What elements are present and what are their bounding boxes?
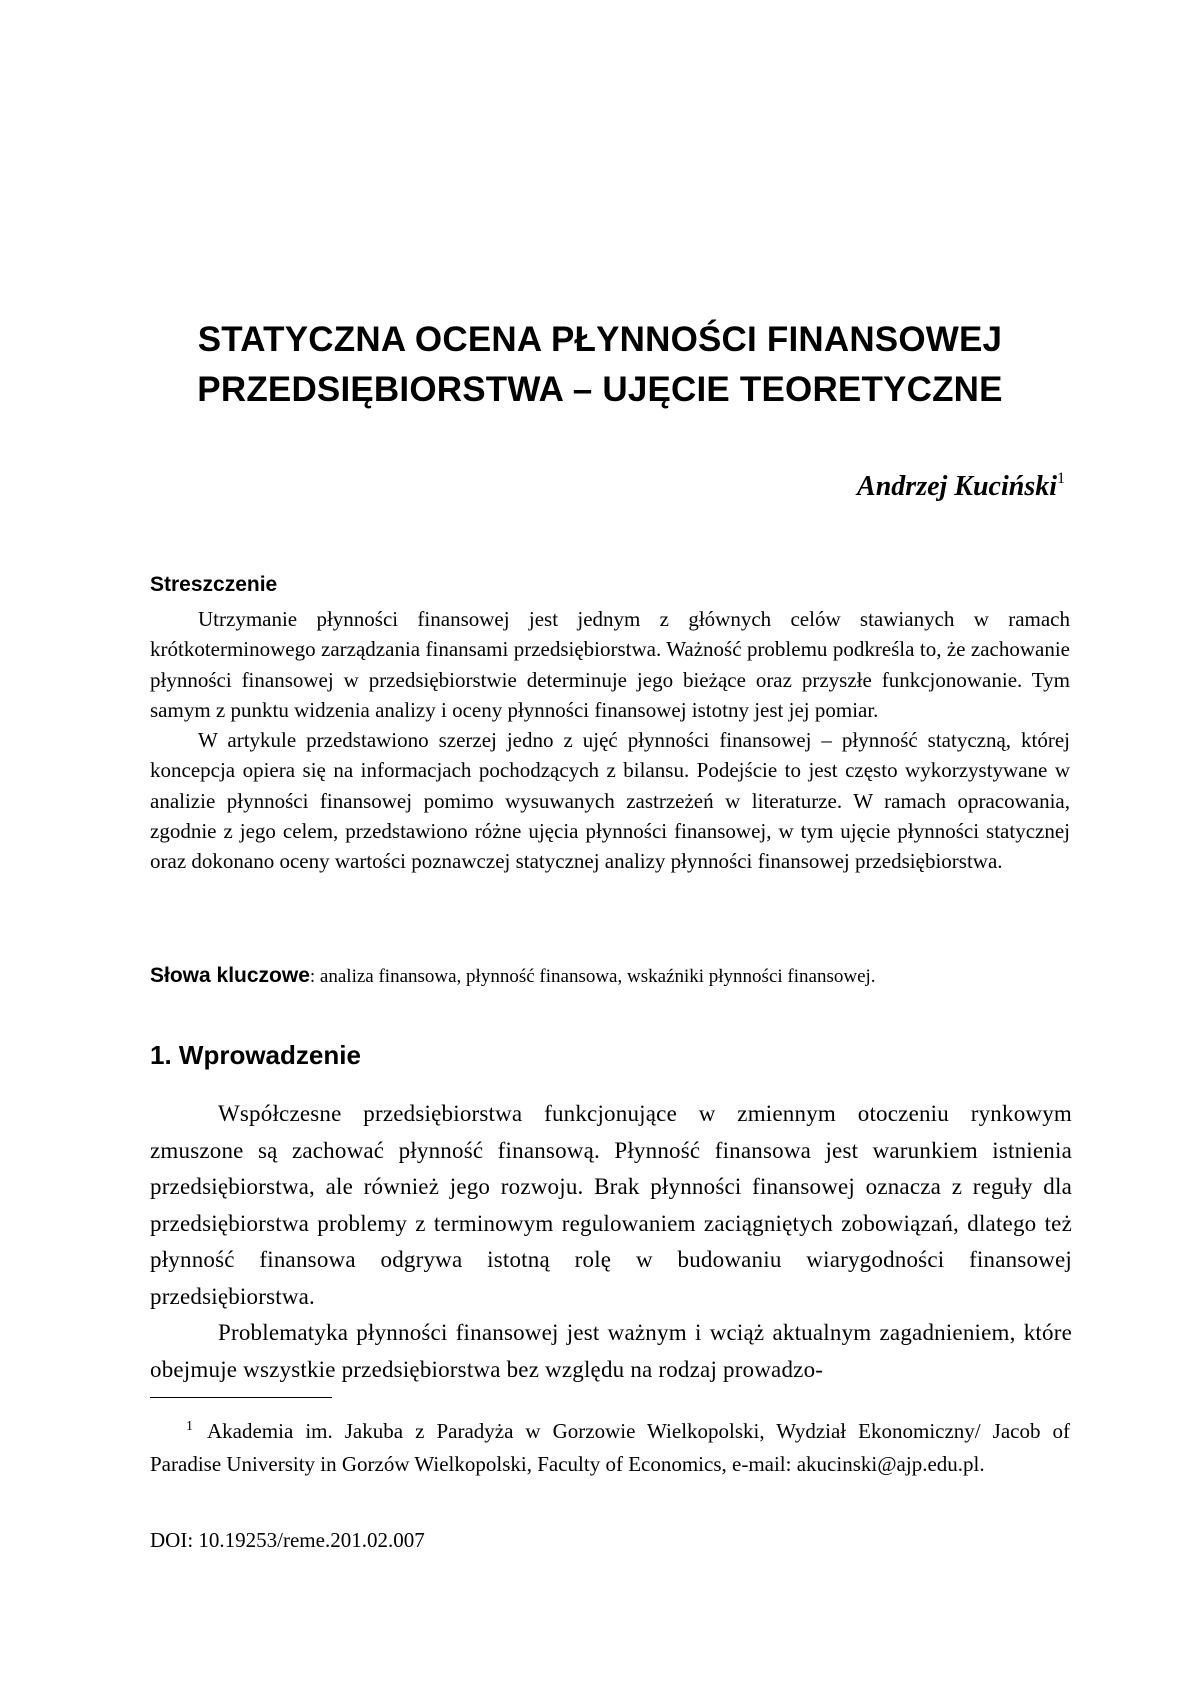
- keywords-label: Słowa kluczowe: [150, 964, 310, 987]
- abstract-body: [150, 604, 1070, 877]
- title-line-2: PRZEDSIĘBIORSTWA – UJĘCIE TEORETYCZNE: [197, 370, 1003, 409]
- title-line-1: STATYCZNA OCENA PŁYNNOŚCI FINANSOWEJ: [197, 320, 1003, 359]
- section-heading: 1. Wprowadzenie: [150, 1040, 361, 1070]
- footnote-separator: [150, 1397, 332, 1398]
- author-footnote-mark: 1: [1057, 470, 1065, 487]
- keywords: [150, 964, 1070, 988]
- section-body: [150, 1096, 1072, 1388]
- paper-title: [100, 315, 1100, 415]
- abstract-heading: Streszczenie: [150, 573, 278, 596]
- author-line: [857, 470, 1065, 503]
- body-paragraph: Współczesne przedsiębiorstwa funkcjonujące w zmiennym otoczeniu rynkowym zmuszone są zachować płynność finansową. Płynność finansowa jest warunkiem istnienia przedsiębiorstwa, ale również jego rozwoju. Brak płynności finansowej oznacza z reguły dla przedsiębiorstwa problemy z terminowym regulowaniem zaciągniętych zobowiązań, dlatego też płynność finansowa odgrywa istotną rolę w budowaniu wiarygodności finansowej przedsiębiorstwa.: [150, 1101, 1072, 1309]
- footnote-mark: 1: [186, 1419, 193, 1434]
- author-name: Andrzej Kuciński: [857, 471, 1057, 502]
- footnote-text: Akademia im. Jakuba z Paradyża w Gorzowie Wielkopolski, Wydział Ekonomiczny/ Jacob of Paradise University in Gorzów Wielkopolski, Faculty of Economics, e-mail: akucinski@ajp.edu.pl.: [150, 1419, 1070, 1476]
- keywords-text: : analiza finansowa, płynność finansowa, wskaźniki płynności finansowej.: [309, 966, 876, 987]
- footnote: [150, 1410, 1070, 1481]
- doi: DOI: 10.19253/reme.201.02.007: [150, 1528, 425, 1552]
- body-paragraph: Problematyka płynności finansowej jest ważnym i wciąż aktualnym zagadnieniem, które obejmuje wszystkie przedsiębiorstwa bez względu na rodzaj prowadzo-: [150, 1320, 1072, 1382]
- abstract-paragraph: W artykule przedstawiono szerzej jedno z ujęć płynności finansowej – płynność statyczną, której koncepcja opiera się na informacjach pochodzących z bilansu. Podejście to jest często wykorzystywane w analizie płynności finansowej pomimo wysuwanych zastrzeżeń w literaturze. W ramach opracowania, zgodnie z jego celem, przedstawiono różne ujęcia płynności finansowej, w tym ujęcie płynności statycznej oraz dokonano oceny wartości poznawczej statycznej analizy płynności finansowej przedsiębiorstwa.: [150, 728, 1070, 874]
- abstract-paragraph: Utrzymanie płynności finansowej jest jednym z głównych celów stawianych w ramach krótkoterminowego zarządzania finansami przedsiębiorstwa. Ważność problemu podkreśla to, że zachowanie płynności finansowej w przedsiębiorstwie determinuje jego bieżące oraz przyszłe funkcjonowanie. Tym samym z punktu widzenia analizy i oceny płynności finansowej istotny jest jej pomiar.: [150, 607, 1070, 722]
